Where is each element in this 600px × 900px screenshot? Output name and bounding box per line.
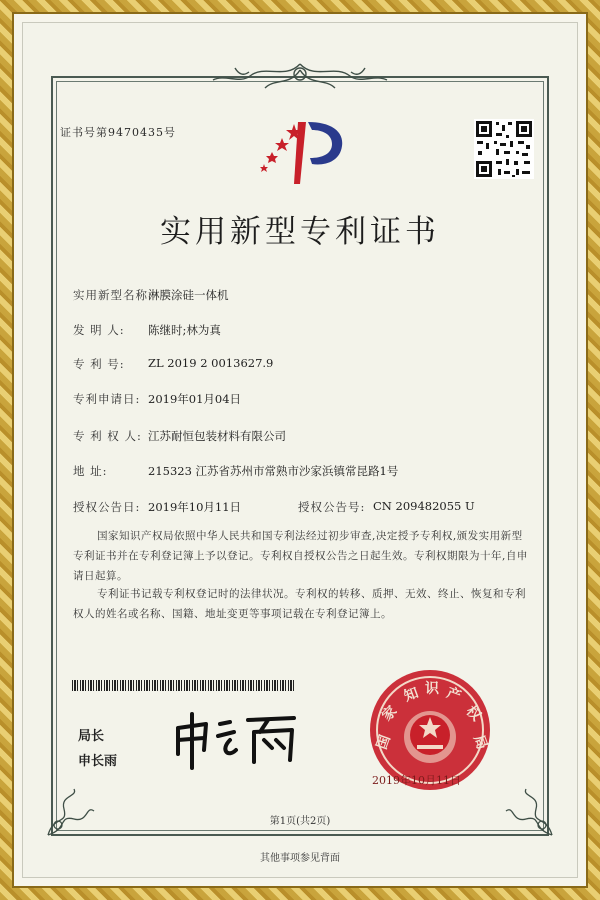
barcode [72, 680, 296, 691]
field-value-grant-no: CN 209482055 U [373, 499, 475, 513]
director-title: 局长 [78, 729, 105, 744]
field-label-patentee: 专 利 权 人: [73, 429, 142, 443]
back-note: 其他事项参见背面 [260, 853, 340, 864]
seal-char: 局 [470, 733, 490, 752]
field-value-inventor: 陈继时;林为真 [148, 323, 221, 337]
seal-char: 知 [402, 685, 421, 705]
field-value-patentee: 江苏耐恒包装材料有限公司 [148, 429, 286, 443]
top-ornament-icon [205, 60, 395, 94]
certificate-number: 证书号第9470435号 [60, 126, 176, 139]
seal-char: 产 [444, 685, 463, 705]
director-signature [172, 710, 302, 772]
field-value-name: 淋膜涂硅一体机 [148, 288, 229, 302]
seal-char: 家 [379, 703, 401, 725]
cnipa-logo-icon [254, 118, 346, 188]
director-name: 申长雨 [78, 754, 118, 769]
field-label-grant-date: 授权公告日: [73, 500, 141, 514]
seal-date: 2019年10月11日 [372, 774, 461, 787]
field-value-patent-no: ZL 2019 2 0013627.9 [148, 356, 274, 370]
certificate-title: 实用新型专利证书 [160, 214, 440, 250]
seal-char: 识 [425, 681, 439, 697]
field-value-app-date: 2019年01月04日 [148, 392, 242, 406]
seal-char: 国 [374, 733, 394, 752]
field-label-name: 实用新型名称: [73, 288, 153, 302]
field-label-app-date: 专利申请日: [73, 392, 141, 406]
field-value-address: 215323 江苏省苏州市常熟市沙家浜镇常昆路1号 [148, 464, 399, 478]
field-label-grant-no: 授权公告号: [298, 500, 366, 514]
field-value-grant-date: 2019年10月11日 [148, 500, 242, 514]
qr-code-icon [474, 119, 534, 179]
statement-paragraph: 国家知识产权局依照中华人民共和国专利法经过初步审查,决定授予专利权,颁发实用新型专利证书并在专利登记簿上予以登记。专利权自授权公告之日起生效。专利权期限为十年,自申请日起算。 [73, 530, 528, 582]
field-label-inventor: 发 明 人: [73, 323, 125, 337]
seal-char: 权 [462, 703, 484, 725]
field-label-address: 地 址: [73, 464, 108, 478]
page-indicator: 第1页(共2页) [269, 816, 331, 827]
statement-paragraph: 专利证书记载专利权登记时的法律状况。专利权的转移、质押、无效、终止、恢复和专利权人的姓名或名称、国籍、地址变更等事项记载在专利登记簿上。 [73, 588, 526, 620]
field-label-patent-no: 专 利 号: [73, 357, 125, 371]
